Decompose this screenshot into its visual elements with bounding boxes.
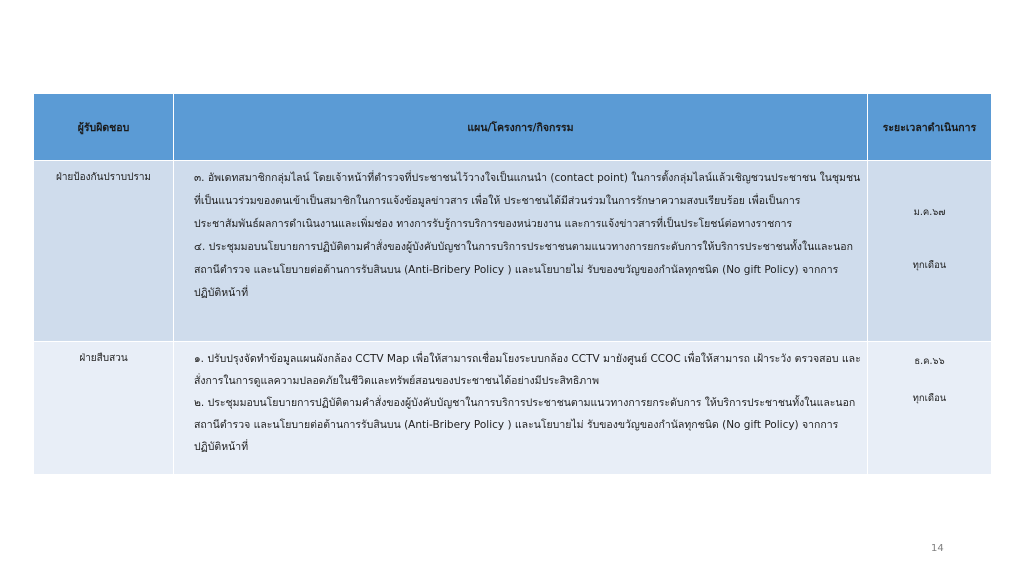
- plan-cell: [174, 161, 868, 342]
- plan-item: ๒. ประชุมมอบนโยบายการปฏิบัติตามคำสั่งของผู้บังคับบัญชาในการบริการประชาชนตามแนวทางการยกระดับการ ให้บริการประชาชนทั้งในและนอกสถานีตำรวจ และนโยบายต่อต้านการรับสินบน (Anti-Bribery Policy ) และนโยบายไม่ รับของขวัญของกำนัลทุกชนิด (No gift Policy) จากการปฏิบัติหน้าที่: [194, 397, 856, 453]
- timeframe-frequency: ทุกเดือน: [912, 260, 947, 271]
- header-plan: แผน/โครงการ/กิจกรรม: [174, 94, 868, 161]
- page-number: 14: [931, 543, 944, 554]
- timeframe-cell: [868, 161, 992, 342]
- timeframe-start: ธ.ค.๖๖: [914, 356, 945, 367]
- header-timeframe: ระยะเวลาดำเนินการ: [868, 94, 992, 161]
- table-header-row: [34, 94, 992, 161]
- plan-item: ๑. ปรับปรุงจัดทำข้อมูลแผนผังกล้อง CCTV Map เพื่อให้สามารถเชื่อมโยงระบบกล้อง CCTV มายังศูนย์ CCOC เพื่อให้สามารถ เฝ้าระวัง ตรวจสอบ และสั่งการในการดูแลความปลอดภัยในชีวิตและทรัพย์สอนของประชาชนได้อย่างมีประสิทธิภาพ: [194, 353, 861, 387]
- table-row: [34, 161, 992, 342]
- plan-item: ๓. อัพเดทสมาชิกกลุ่มไลน์ โดยเจ้าหน้าที่ตำรวจที่ประชาชนไว้วางใจเป็นแกนนำ (contact point) ในการตั้งกลุ่มไลน์แล้วเชิญชวนประชาชน ในชุมชนที่เป็นแนวร่วมของตนเข้าเป็นสมาชิกในการแจ้งข้อมูลข่าวสาร เพื่อให้ ประชาชนได้มีส่วนร่วมในการรักษาความสงบเรียบร้อย เพื่อเป็นการประชาสัมพันธ์ผลการดำเนินงานและเพิ่มช่อง ทางการรับรู้การบริการของหน่วยงาน และการแจ้งข่าวสารที่เป็นประโยชน์ต่อทางราชการ: [194, 172, 861, 230]
- plan-cell: [174, 342, 868, 475]
- plan-item: ๔. ประชุมมอบนโยบายการปฏิบัติตามคำสั่งของผู้บังคับบัญชาในการบริการประชาชนตามแนวทางการยกระดับการให้บริการประชาชนทั้งในและนอกสถานีตำรวจ และนโยบายต่อต้านการรับสินบน (Anti-Bribery Policy ) และนโยบายไม่ รับของขวัญของกำนัลทุกชนิด (No gift Policy) จากการปฏิบัติหน้าที่: [194, 241, 853, 299]
- responsible-cell: ฝ่ายสืบสวน: [34, 342, 174, 475]
- table-row: [34, 342, 992, 475]
- timeframe-frequency: ทุกเดือน: [912, 393, 947, 404]
- action-plan-table: [33, 93, 992, 475]
- responsible-cell: ฝ่ายป้องกันปราบปราม: [34, 161, 174, 342]
- timeframe-start: ม.ค.๖๗: [913, 207, 946, 218]
- timeframe-cell: [868, 342, 992, 475]
- header-responsible: ผู้รับผิดชอบ: [34, 94, 174, 161]
